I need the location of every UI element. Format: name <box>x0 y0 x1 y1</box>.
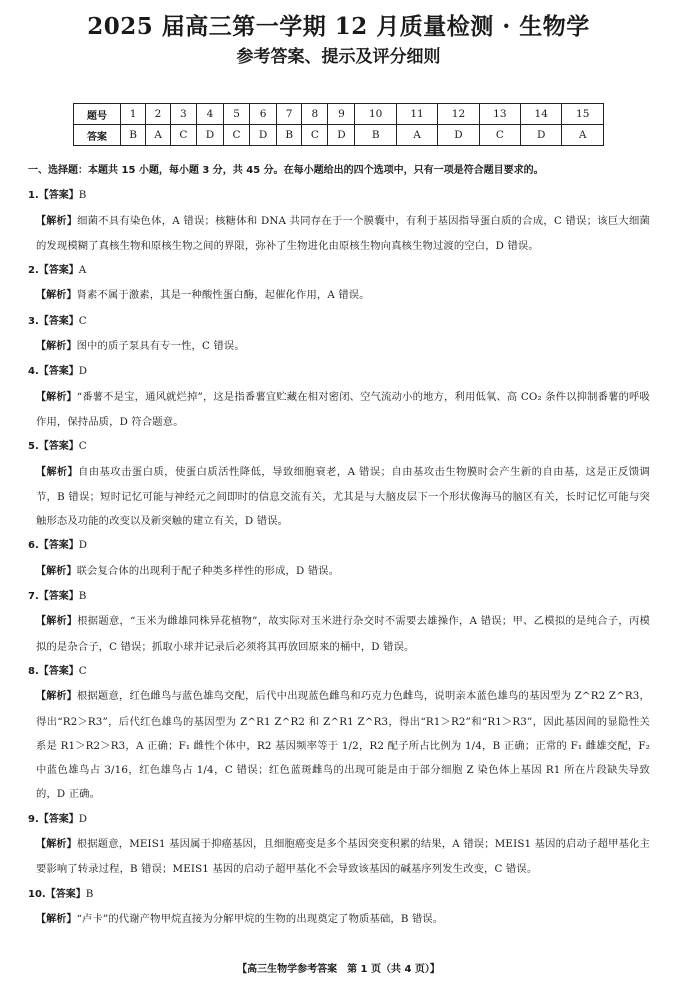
question-number: 6. <box>28 540 39 552</box>
answer-cell: C <box>479 125 520 146</box>
answer-cell: C <box>170 125 196 146</box>
answer-tag: 【答案】 <box>38 591 79 603</box>
answer-value: C <box>78 440 87 453</box>
question-number-cell: 3 <box>170 104 196 125</box>
answer-label: 答案 <box>74 125 121 146</box>
explanation-text: 根据题意，MEIS1 基因属于抑癌基因，且细胞癌变是多个基因突变积累的结果，A 错误；MEIS1 基因的启动子超甲基化主要影响了转录过程，B 错误；MEIS1 基因的启动子超甲基化不会导致该基因的碱基序列发生改变，C 错误。 <box>36 838 650 876</box>
explanation <box>36 209 650 259</box>
question-number-cell: 1 <box>121 104 146 125</box>
section-heading: 一、选择题：本题共 15 小题，每小题 3 分，共 45 分。在每小题给出的四个选项中，只有一项是符合题目要求的。 <box>28 165 544 176</box>
question-item <box>28 882 650 933</box>
question-number: 2. <box>28 265 39 277</box>
explanation-text: “卢卡”的代谢产物甲烷直接为分解甲烷的生物的出现奠定了物质基础，B 错误。 <box>76 912 444 925</box>
question-number-cell: 7 <box>277 104 302 125</box>
answer-value: D <box>78 812 88 825</box>
page-footer: 【高三生物学参考答案 第 1 页（共 4 页）】 <box>237 964 440 975</box>
answer-value: B <box>85 887 94 900</box>
question-number-cell: 4 <box>196 104 223 125</box>
answer-line <box>28 359 650 384</box>
question-item <box>28 807 650 882</box>
question-number: 7. <box>28 591 39 603</box>
question-number-cell: 9 <box>328 104 355 125</box>
answer-tag: 【答案】 <box>45 888 86 900</box>
answer-value: C <box>78 664 87 677</box>
explanation <box>36 609 650 659</box>
answer-value: C <box>78 314 87 327</box>
answer-tag: 【答案】 <box>38 315 79 327</box>
explanation-tag: 【解析】 <box>36 839 77 851</box>
answer-cell: D <box>250 125 277 146</box>
answer-cell: B <box>355 125 396 146</box>
question-item <box>28 533 650 584</box>
explanation-tag: 【解析】 <box>36 341 77 353</box>
answer-tag: 【答案】 <box>38 441 79 453</box>
explanation-text: “番薯不是宝，通风就烂掉”，这是指番薯宜贮藏在相对密闭、空气流动小的地方，利用低氧、高 CO₂ 条件以抑制番薯的呼吸作用，保持品质，D 符合题意。 <box>36 390 650 428</box>
question-number-label: 题号 <box>74 104 121 125</box>
answer-row <box>74 125 604 146</box>
answer-cell: A <box>146 125 171 146</box>
answer-cell: C <box>224 125 250 146</box>
question-number: 10. <box>28 888 46 900</box>
explanation <box>36 684 650 806</box>
explanation-text: 联会复合体的出现利于配子种类多样性的形成，D 错误。 <box>76 564 340 577</box>
question-number-cell: 11 <box>396 104 437 125</box>
explanation-tag: 【解析】 <box>36 565 77 577</box>
answer-cell: A <box>562 125 604 146</box>
document-title: 2025 届高三第一学期 12 月质量检测 · 生物学 <box>87 13 590 40</box>
question-item <box>28 183 650 258</box>
answer-line <box>28 258 650 283</box>
question-number-cell: 8 <box>302 104 328 125</box>
answer-line <box>28 309 650 334</box>
answer-tag: 【答案】 <box>38 665 79 677</box>
answer-line <box>28 183 650 208</box>
question-number: 1. <box>28 190 39 202</box>
question-number: 4. <box>28 366 39 378</box>
question-number-cell: 2 <box>146 104 171 125</box>
answer-line <box>28 434 650 459</box>
explanation-text: 细菌不具有染色体，A 错误；核糖体和 DNA 共同存在于一个膜囊中，有利于基因指导蛋白质的合成，C 错误；该巨大细菌的发现模糊了真核生物和原核生物之间的界限，弥补了生物进化由原核生物向真核生物过渡的空白，D 错误。 <box>36 214 650 252</box>
question-number-cell: 12 <box>438 104 479 125</box>
question-number: 8. <box>28 665 39 677</box>
question-number-cell: 14 <box>521 104 562 125</box>
explanation-tag: 【解析】 <box>36 616 78 628</box>
answer-tag: 【答案】 <box>38 190 79 202</box>
answer-cell: C <box>302 125 328 146</box>
explanation-tag: 【解析】 <box>36 913 77 925</box>
answer-cell: D <box>196 125 223 146</box>
answer-value: B <box>78 590 87 603</box>
question-number-cell: 5 <box>224 104 250 125</box>
answer-line <box>28 659 650 684</box>
answer-line <box>28 882 650 907</box>
answer-tag: 【答案】 <box>38 265 79 277</box>
explanation <box>36 283 650 308</box>
answer-cell: B <box>121 125 146 146</box>
explanation-text: 根据题意，“玉米为雌雄同株异花植物”，故实际对玉米进行杂交时不需要去雄操作，A 错误；甲、乙模拟的是纯合子，丙模拟的是杂合子，C 错误；抓取小球并记录后必须将其再放回原来的桶中，D 错误。 <box>36 615 650 653</box>
question-number: 5. <box>28 441 39 453</box>
answer-tag: 【答案】 <box>38 813 79 825</box>
explanation-tag: 【解析】 <box>36 391 77 403</box>
question-item <box>28 659 650 807</box>
answer-value: B <box>78 189 87 202</box>
explanation-tag: 【解析】 <box>36 215 78 227</box>
explanation-text: 自由基攻击蛋白质，使蛋白质活性降低，导致细胞衰老，A 错误；自由基攻击生物膜时会产生新的自由基，这是正反馈调节，B 错误；短时记忆可能与神经元之间即时的信息交流有关，尤其是与大脑皮层下一个形状像海马的脑区有关，长时记忆可能与突触形态及功能的改变以及新突触的建立有关，D 错误。 <box>36 465 650 528</box>
answer-tag: 【答案】 <box>38 540 79 552</box>
explanation <box>36 559 650 584</box>
answer-line <box>28 584 650 609</box>
answer-line <box>28 533 650 558</box>
answer-line <box>28 807 650 832</box>
question-number: 3. <box>28 315 39 327</box>
explanation <box>36 832 650 882</box>
question-item <box>28 258 650 309</box>
answer-cell: B <box>277 125 302 146</box>
question-item <box>28 434 650 533</box>
explanation-text: 图中的质子泵具有专一性，C 错误。 <box>76 340 245 353</box>
explanation-text: 根据题意，红色雌鸟与蓝色雄鸟交配，后代中出现蓝色雌鸟和巧克力色雌鸟，说明亲本蓝色雄鸟的基因型为 Z^R2 Z^R3，得出“R2＞R3”，后代红色雄鸟的基因型为 Z^R1 Z^R2 和 Z^R1 Z^R3，得出“R1＞R2”和“R1＞R3”，因此基因间的显隐性关系是 R1＞R2＞R3，A 正确；F₁ 雌性个体中，R2 基因频率等于 1/2，R2 配子所占比例为 1/4，B 正确；正常的 F₁ 雌雄交配，F₂ 中蓝色雄鸟占 3/16，红色雄鸟占 1/4，C 错误；红色蓝斑雌鸟的出现可能是由于部分细胞 Z 染色体上基因 R1 所在片段缺失导致的，D 正确。 <box>36 690 650 801</box>
explanation-tag: 【解析】 <box>36 691 77 703</box>
answer-tag: 【答案】 <box>38 366 79 378</box>
explanation-tag: 【解析】 <box>36 466 78 478</box>
answer-cell: D <box>438 125 479 146</box>
question-item <box>28 584 650 659</box>
explanation <box>36 385 650 435</box>
explanation-text: 肾素不属于激素，其是一种酸性蛋白酶，起催化作用，A 错误。 <box>76 289 370 302</box>
question-number-cell: 6 <box>250 104 277 125</box>
explanation <box>36 460 650 534</box>
answer-explanations <box>28 159 650 932</box>
question-item <box>28 359 650 434</box>
question-number: 9. <box>28 813 39 825</box>
answer-cell: D <box>521 125 562 146</box>
question-number-cell: 13 <box>479 104 520 125</box>
question-number-cell: 10 <box>355 104 396 125</box>
explanation <box>36 334 650 359</box>
question-item <box>28 309 650 360</box>
answer-key-table <box>73 103 604 146</box>
answer-cell: D <box>328 125 355 146</box>
question-list <box>28 183 650 932</box>
answer-value: A <box>78 264 87 277</box>
question-number-cell: 15 <box>562 104 604 125</box>
answer-value: D <box>78 539 88 552</box>
answer-cell: A <box>396 125 437 146</box>
explanation-tag: 【解析】 <box>36 290 77 302</box>
document-subtitle: 参考答案、提示及评分细则 <box>236 47 441 67</box>
question-number-row <box>74 104 604 125</box>
explanation <box>36 907 650 932</box>
answer-value: D <box>78 365 88 378</box>
